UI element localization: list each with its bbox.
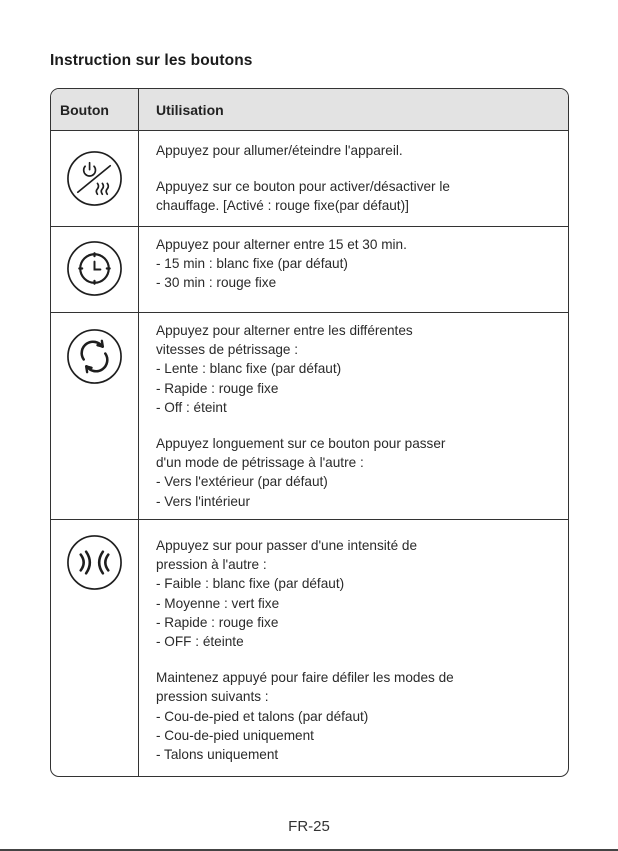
usage-line: - 30 min : rouge fixe <box>156 275 277 291</box>
usage-line: Maintenez appuyé pour faire défiler les modes de <box>156 670 454 686</box>
row-3-usage <box>156 321 556 511</box>
usage-line: pression suivants : <box>156 689 269 705</box>
usage-line: - Off : éteint <box>156 399 227 415</box>
usage-line: - Faible : blanc fixe (par défaut) <box>156 576 345 592</box>
rotate-arrows-icon <box>65 327 124 386</box>
row-divider <box>51 312 568 313</box>
row-2-usage <box>156 235 556 293</box>
usage-line: - Rapide : rouge fixe <box>156 380 279 396</box>
usage-line: d'un mode de pétrissage à l'autre : <box>156 455 364 471</box>
usage-line: Appuyez pour alterner entre les différentes <box>156 323 413 338</box>
usage-line: - Vers l'extérieur (par défaut) <box>156 474 328 490</box>
bottom-rule <box>0 849 618 851</box>
usage-line: - Rapide : rouge fixe <box>156 614 279 630</box>
timer-clock-icon <box>65 239 124 298</box>
usage-line: chauffage. [Activé : rouge fixe(par défaut)] <box>156 198 409 214</box>
usage-line: - Cou-de-pied uniquement <box>156 727 314 743</box>
row-1-usage <box>156 141 556 216</box>
line-gap <box>156 417 556 434</box>
usage-line: - Moyenne : vert fixe <box>156 595 280 611</box>
usage-line: - 15 min : blanc fixe (par défaut) <box>156 256 348 272</box>
header-usage: Utilisation <box>156 102 224 118</box>
usage-line: pression à l'autre : <box>156 557 267 573</box>
button-instruction-table <box>50 88 569 777</box>
line-gap <box>156 160 556 177</box>
usage-line: Appuyez longuement sur ce bouton pour passer <box>156 436 446 452</box>
usage-line: vitesses de pétrissage : <box>156 342 299 358</box>
usage-line: Appuyez pour allumer/éteindre l'appareil. <box>156 143 403 158</box>
section-title: Instruction sur les boutons <box>50 52 253 69</box>
table-header <box>51 89 568 131</box>
usage-line: Appuyez sur ce bouton pour activer/désactiver le <box>156 179 450 195</box>
column-divider <box>138 89 139 776</box>
usage-line: - Cou-de-pied et talons (par défaut) <box>156 708 369 724</box>
power-heat-icon <box>65 149 124 208</box>
pressure-waves-icon <box>65 533 124 592</box>
row-divider <box>51 226 568 227</box>
header-button: Bouton <box>60 102 109 118</box>
usage-line: Appuyez sur pour passer d'une intensité de <box>156 538 418 553</box>
row-divider <box>51 519 568 520</box>
usage-line: Appuyez pour alterner entre 15 et 30 min. <box>156 237 407 252</box>
line-gap <box>156 651 556 668</box>
usage-line: - Lente : blanc fixe (par défaut) <box>156 361 342 377</box>
usage-line: - Vers l'intérieur <box>156 493 251 509</box>
row-4-usage <box>156 536 556 764</box>
page-number: FR-25 <box>288 818 330 835</box>
usage-line: - OFF : éteinte <box>156 634 244 650</box>
usage-line: - Talons uniquement <box>156 747 279 763</box>
